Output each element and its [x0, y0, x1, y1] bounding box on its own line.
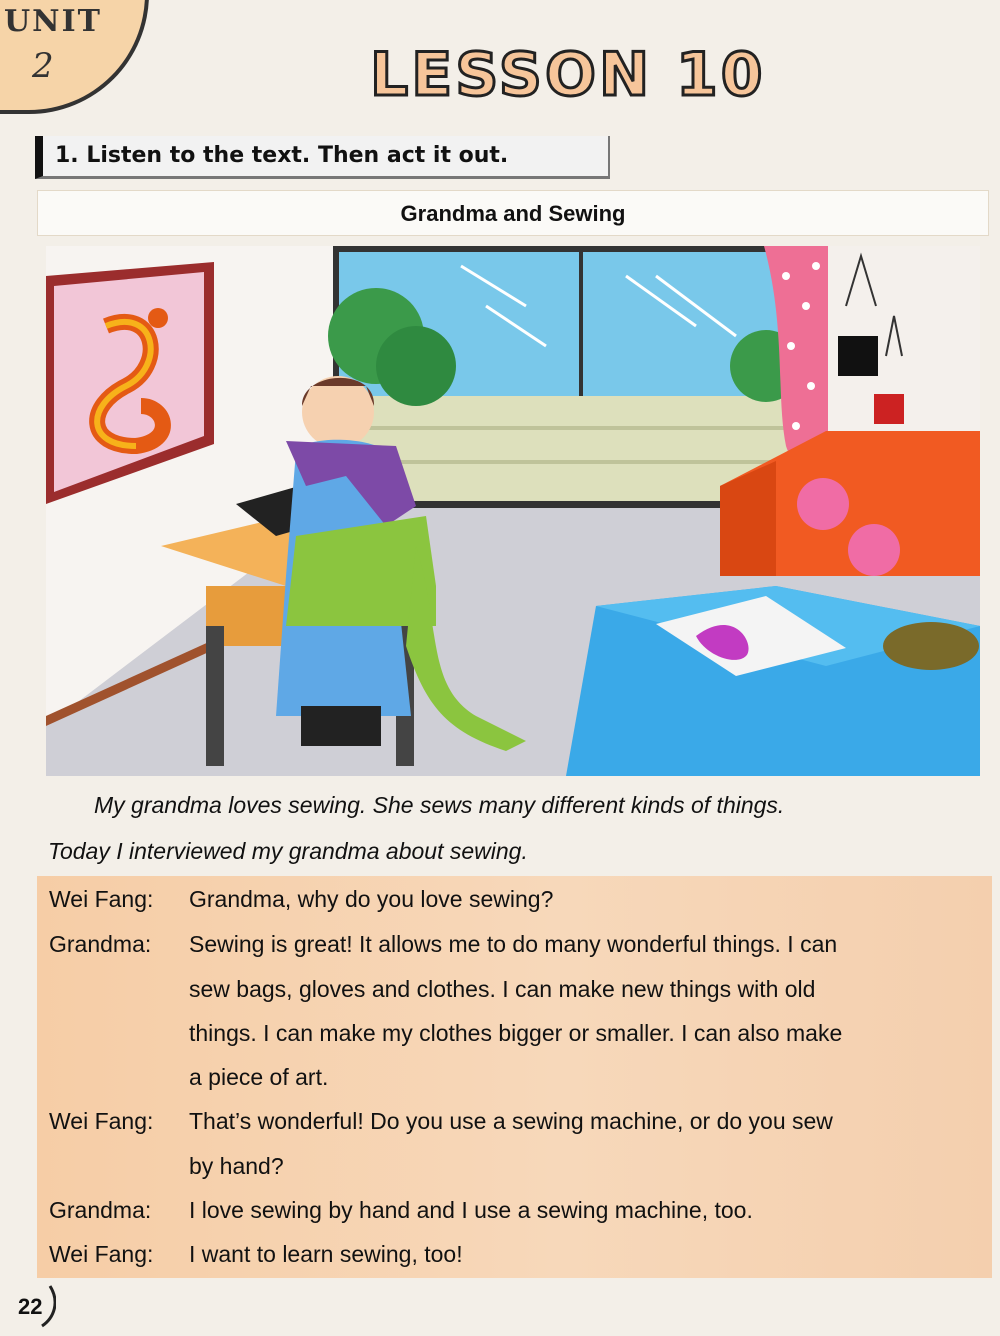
story-title: Grandma and Sewing [400, 201, 626, 226]
page-number-badge [8, 1284, 56, 1328]
speaker-name: Wei Fang: [49, 1241, 154, 1267]
dialogue-box [37, 876, 992, 1278]
intro-line-1: My grandma loves sewing. She sews many different kinds of things. [94, 792, 785, 818]
dialogue-line: Grandma, why do you love sewing? [189, 886, 554, 912]
unit-label: UNIT [4, 4, 102, 39]
table [566, 586, 980, 776]
speaker-name: Wei Fang: [49, 1108, 154, 1134]
dialogue-line: things. I can make my clothes bigger or smaller. I can also make [189, 1020, 843, 1046]
instruction-bar [35, 136, 610, 179]
dialogue-line: by hand? [189, 1153, 284, 1179]
dialogue-line: I want to learn sewing, too! [189, 1241, 463, 1267]
dialogue-line: Sewing is great! It allows me to do many wonderful things. I can [189, 931, 838, 957]
dialogue-line: I love sewing by hand and I use a sewing machine, too. [189, 1197, 753, 1223]
speaker-name: Wei Fang: [49, 886, 154, 912]
unit-number: 2 [32, 46, 54, 86]
instruction-text: 1. Listen to the text. Then act it out. [55, 143, 509, 168]
sewing-illustration [46, 246, 980, 776]
story-title-bar [37, 190, 989, 236]
dialogue-line: a piece of art. [189, 1064, 329, 1090]
page-number: 22 [18, 1294, 43, 1319]
intro-line-2: Today I interviewed my grandma about sewing. [48, 838, 528, 864]
dialogue-line: That’s wonderful! Do you use a sewing machine, or do you sew [189, 1108, 833, 1134]
dialogue-line: sew bags, gloves and clothes. I can make new things with old [189, 976, 816, 1002]
speaker-name: Grandma: [49, 931, 152, 957]
speaker-name: Grandma: [49, 1197, 152, 1223]
lesson-title: LESSON 10 [370, 40, 766, 110]
